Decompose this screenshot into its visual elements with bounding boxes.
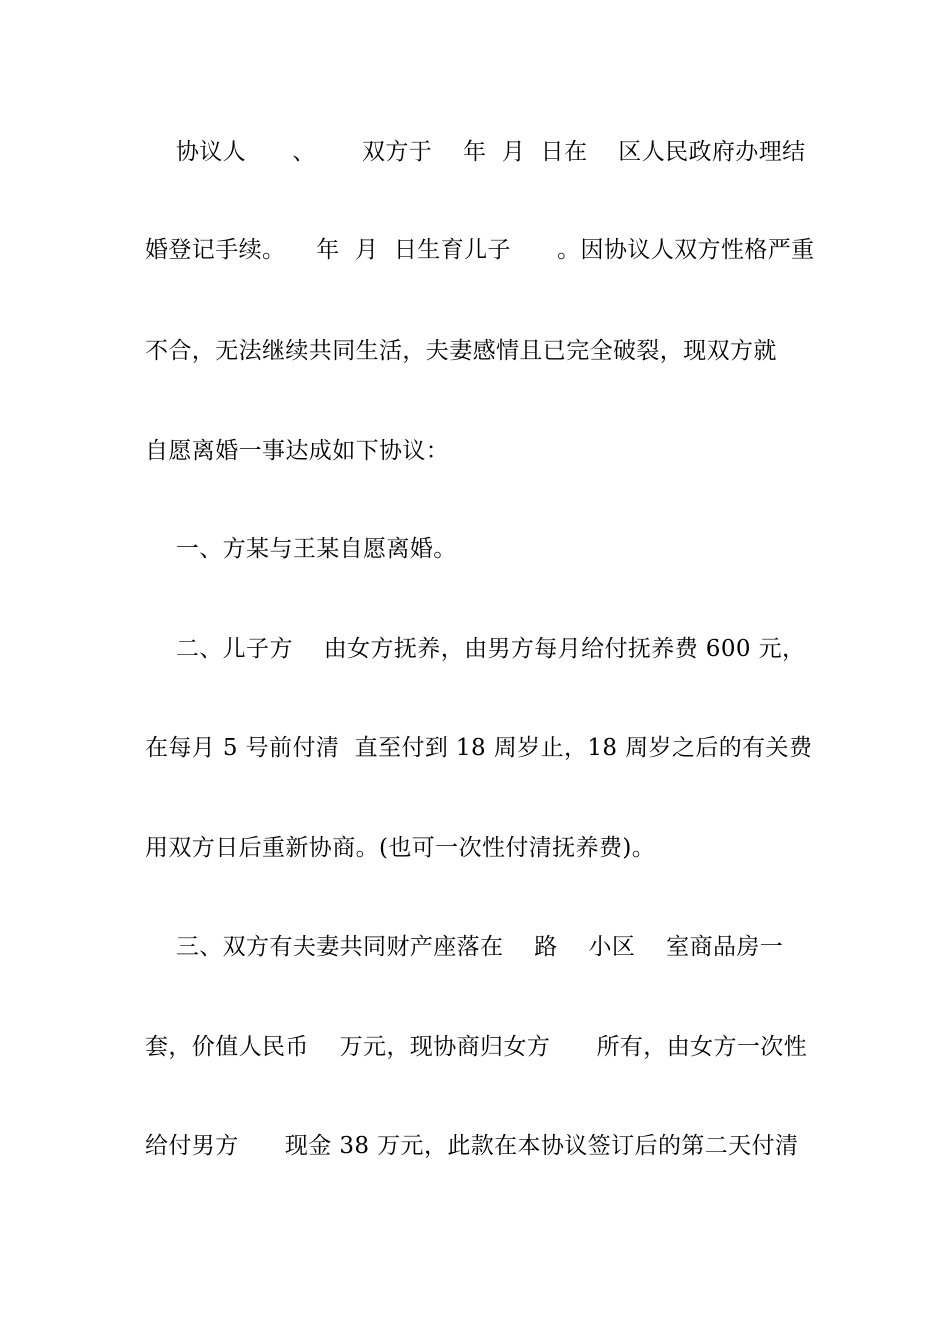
paragraph-line: 自愿离婚一事达成如下协议： — [145, 438, 450, 464]
paragraph-line: 婚登记手续。 年 月 日生育儿子 。因协议人双方性格严重 — [145, 237, 815, 263]
paragraph-line: 不合，无法继续共同生活，夫妻感情且已完全破裂，现双方就 — [145, 338, 777, 364]
clause-one: 一、方某与王某自愿离婚。 — [145, 536, 457, 562]
paragraph-line: 用双方日后重新协商。(也可一次性付清抚养费)。 — [145, 835, 656, 861]
paragraph-line: 套，价值人民币 万元，现协商归女方 所有，由女方一次性 — [145, 1034, 808, 1060]
paragraph-line: 协议人 、 双方于 年 月 日在 区人民政府办理结 — [145, 139, 806, 165]
paragraph-line: 在每月 5 号前付清 直至付到 18 周岁止，18 周岁之后的有关费 — [145, 735, 813, 761]
clause-two: 二、儿子方 由女方抚养，由男方每月给付抚养费 600 元， — [145, 636, 806, 662]
clause-three: 三、双方有夫妻共同财产座落在 路 小区 室商品房一 — [145, 934, 784, 960]
paragraph-line: 给付男方 现金 38 万元，此款在本协议签订后的第二天付清 — [145, 1133, 799, 1159]
